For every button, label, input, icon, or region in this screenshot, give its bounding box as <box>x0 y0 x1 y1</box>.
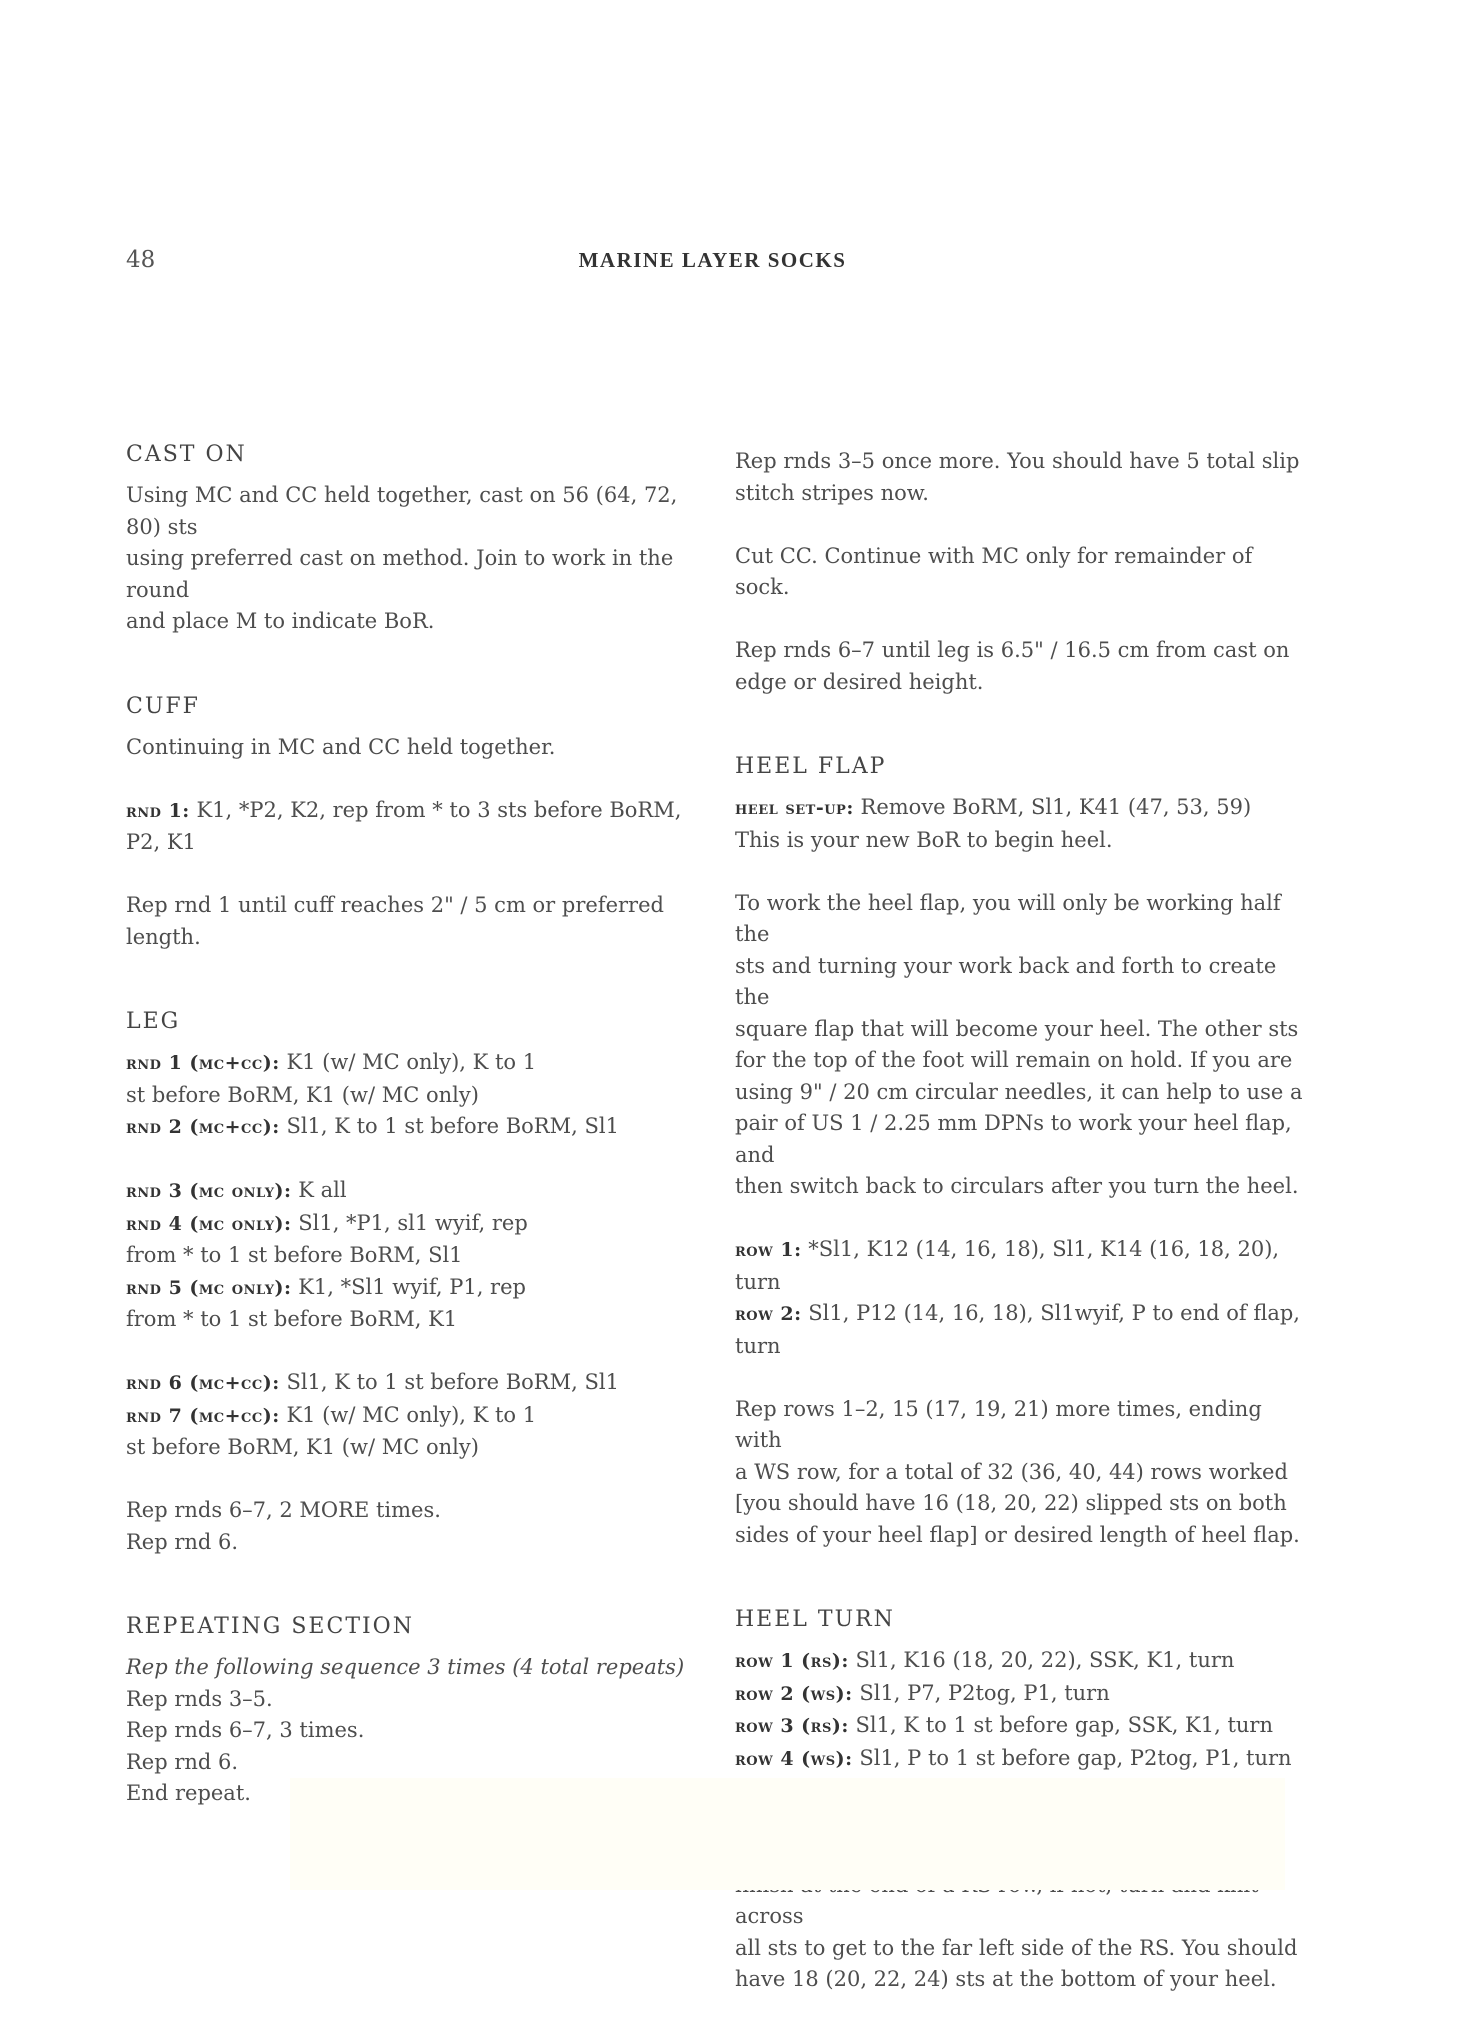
running-header: MARINE LAYER SOCKS <box>578 248 847 272</box>
heel-turn-row-3 <box>735 1710 1310 1743</box>
cuff-section <box>126 692 691 954</box>
row-text: Sl1, P to 1 st before gap, P2tog, P1, turn <box>852 1745 1292 1770</box>
leg-continued-p2: Cut CC. Continue with MC only for remainder of sock. <box>735 543 1253 599</box>
text-line: sides of your heel flap] or desired length of heel flap. <box>735 1522 1300 1547</box>
rnd-label: rnd 5 (mc only): <box>126 1276 292 1299</box>
footer-tint-block <box>290 1778 1285 1890</box>
text-line: have 18 (20, 22, 24) sts at the bottom of your heel. <box>735 1967 1277 1991</box>
cast-on-heading: CAST ON <box>126 442 247 467</box>
rnd-label: rnd 3 (mc only): <box>126 1180 292 1202</box>
left-column <box>126 440 691 1834</box>
heel-turn-row-4 <box>735 1743 1310 1776</box>
cast-on-line: using preferred cast on method. Join to work in the round <box>126 546 674 602</box>
rnd-text: K1 (w/ MC only), K to 1 <box>279 1402 537 1427</box>
row-label: row 1 (rs): <box>735 1650 849 1672</box>
page-number: 48 <box>126 247 156 273</box>
rnd-text: K1, *Sl1 wyif, P1, rep <box>291 1274 526 1299</box>
rnd-text: K all <box>291 1178 347 1202</box>
cuff-rnd-1-line <box>126 795 691 828</box>
row-text: Sl1, P7, P2tog, P1, turn <box>852 1680 1110 1705</box>
leg-section <box>126 1007 691 1558</box>
text-line: sts and turning your work back and forth to create the <box>735 953 1277 1009</box>
heel-flap-row-1 <box>735 1234 1310 1298</box>
row-label: row 4 (ws): <box>735 1747 853 1770</box>
leg-rnds-3-5 <box>126 1175 691 1336</box>
heel-setup-line <box>735 792 1310 825</box>
row-label: row 3 (rs): <box>735 1715 849 1737</box>
cast-on-line: and place M to indicate BoR. <box>126 609 435 633</box>
text-line: Rep rnds 3–5 once more. You should have 5 total slip <box>735 449 1300 473</box>
leg-rnd-6 <box>126 1367 691 1400</box>
cuff-rnd-1-cont: P2, K1 <box>126 830 196 854</box>
cast-on-line: Using MC and CC held together, cast on 56 (64, 72, 80) sts <box>126 483 678 539</box>
text-line: a WS row, for a total of 32 (36, 40, 44) rows worked <box>735 1459 1288 1484</box>
leg-rnd-5-cont: from * to 1 st before BoRM, K1 <box>126 1307 458 1331</box>
text-line: using 9" / 20 cm circular needles, it can help to use a <box>735 1079 1303 1104</box>
leg-rnds-1-2 <box>126 1047 691 1144</box>
heel-setup-cont: This is your new BoR to begin heel. <box>735 827 1113 852</box>
row-text: *Sl1, K12 (14, 16, 18), Sl1, K14 (16, 18, 20), turn <box>735 1237 1280 1294</box>
repeating-step: Rep rnds 6–7, 3 times. <box>126 1718 365 1742</box>
leg-continued <box>735 446 1310 698</box>
repeating-step: Rep rnds 3–5. <box>126 1686 273 1711</box>
leg-continued-p3 <box>735 635 1310 698</box>
heel-flap-rows <box>735 1234 1310 1362</box>
setup-text: Remove BoRM, Sl1, K41 (47, 53, 59) <box>853 795 1252 819</box>
leg-rnd-3 <box>126 1175 691 1208</box>
heel-flap-heading: HEEL FLAP <box>735 754 887 779</box>
heel-turn-row-2 <box>735 1678 1310 1711</box>
heel-flap-row-2 <box>735 1298 1310 1362</box>
row-text: Sl1, P12 (14, 16, 18), Sl1wyif, P to end of flap, turn <box>735 1301 1300 1358</box>
rnd-text: Sl1, K to 1 st before BoRM, Sl1 <box>279 1370 619 1394</box>
leg-rnds-6-7 <box>126 1367 691 1464</box>
cast-on-section <box>126 440 691 638</box>
text-line: across <box>735 1904 804 1928</box>
row-text: Sl1, K to 1 st before gap, SSK, K1, turn <box>848 1713 1273 1737</box>
repeating-note: Rep the following sequence 3 times (4 total repeats) <box>126 1655 685 1679</box>
rnd-text: K1 (w/ MC only), K to 1 <box>279 1050 537 1074</box>
leg-rnd-1-cont: st before BoRM, K1 (w/ MC only) <box>126 1082 479 1107</box>
text-line: for the top of the foot will remain on hold. If you are <box>735 1048 1293 1072</box>
leg-rnd-4-cont: from * to 1 st before BoRM, Sl1 <box>126 1243 463 1267</box>
rnd-label: rnd 2 (mc+cc): <box>126 1116 280 1138</box>
text-line: Rep rnds 6–7 until leg is 6.5" / 16.5 cm from cast on <box>735 638 1290 662</box>
heel-turn-row-1 <box>735 1645 1310 1678</box>
rnd-text: Sl1, K to 1 st before BoRM, Sl1 <box>279 1114 619 1138</box>
text-line: square flap that will become your heel. The other sts <box>735 1016 1299 1041</box>
rnd-label: rnd 4 (mc only): <box>126 1212 292 1235</box>
row-label: row 1: <box>735 1239 802 1261</box>
cast-on-text <box>126 480 691 638</box>
text-line: Rep rows 1–2, 15 (17, 19, 21) more times, ending with <box>735 1396 1262 1452</box>
leg-repeat-line: Rep rnd 6. <box>126 1529 239 1554</box>
leg-heading: LEG <box>126 1009 181 1034</box>
heel-turn-rows <box>735 1645 1310 1775</box>
setup-label: heel set-up: <box>735 797 854 819</box>
row-label: row 2 (ws): <box>735 1682 853 1705</box>
leg-repeat-line: Rep rnds 6–7, 2 MORE times. <box>126 1498 441 1522</box>
leg-rnd-4 <box>126 1208 691 1241</box>
repeating-heading: REPEATING SECTION <box>126 1614 414 1639</box>
heel-turn-heading: HEEL TURN <box>735 1607 895 1632</box>
rnd-label: rnd 1 (mc+cc): <box>126 1052 280 1074</box>
rnd-text: K1, *P2, K2, rep from * to 3 sts before BoRM, <box>189 797 682 822</box>
cuff-heading: CUFF <box>126 693 200 719</box>
text-line: then switch back to circulars after you turn the heel. <box>735 1174 1299 1198</box>
text-line: stitch stripes now. <box>735 480 929 505</box>
leg-rnd-7 <box>126 1400 691 1433</box>
text-line: pair of US 1 / 2.25 mm DPNs to work your heel flap, and <box>735 1111 1292 1167</box>
heel-setup <box>735 792 1310 856</box>
leg-rnd-1 <box>126 1047 691 1080</box>
rnd-text: Sl1, *P1, sl1 wyif, rep <box>291 1210 528 1235</box>
rnd-label: rnd 7 (mc+cc): <box>126 1404 280 1427</box>
text-line: To work the heel flap, you will only be working half the <box>735 890 1281 946</box>
heel-flap-section <box>735 752 1310 1551</box>
heel-flap-body <box>735 888 1310 1203</box>
heel-flap-repeat <box>735 1394 1310 1552</box>
cuff-rnd-1 <box>126 795 691 859</box>
repeating-step: Rep rnd 6. <box>126 1749 239 1774</box>
text-line: [you should have 16 (18, 20, 22) slipped sts on both <box>735 1491 1287 1515</box>
leg-rnd-2 <box>126 1111 691 1144</box>
text-line: edge or desired height. <box>735 669 984 694</box>
row-label: row 2: <box>735 1303 802 1325</box>
leg-rnd-7-cont: st before BoRM, K1 (w/ MC only) <box>126 1435 479 1459</box>
leg-repeat <box>126 1495 691 1558</box>
text-line: all sts to get to the far left side of the RS. You should <box>735 1935 1298 1960</box>
rnd-label: rnd 6 (mc+cc): <box>126 1372 280 1394</box>
row-text: Sl1, K16 (18, 20, 22), SSK, K1, turn <box>848 1648 1235 1672</box>
rnd-label: rnd 1: <box>126 799 190 822</box>
leg-rnd-5 <box>126 1272 691 1305</box>
repeating-step: End repeat. <box>126 1781 251 1805</box>
cuff-repeat: Rep rnd 1 until cuff reaches 2" / 5 cm or preferred length. <box>126 893 664 949</box>
cuff-intro: Continuing in MC and CC held together. <box>126 734 556 759</box>
leg-continued-p1 <box>735 446 1310 509</box>
